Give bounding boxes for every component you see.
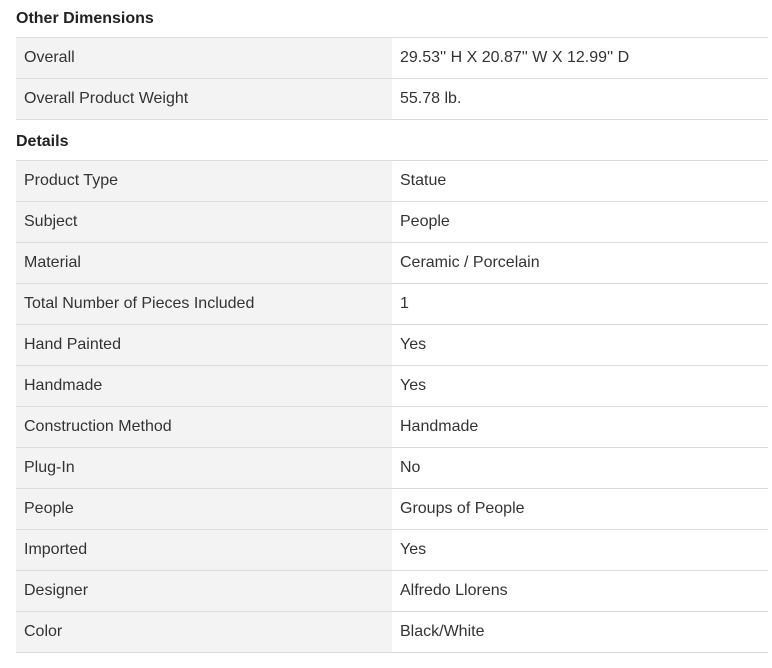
spec-value: Handmade: [400, 418, 479, 435]
spec-label: Construction Method: [16, 407, 392, 447]
spec-label: Overall: [16, 38, 392, 78]
spec-row: [16, 571, 768, 612]
spec-label: Product Type: [16, 161, 392, 201]
spec-label: People: [16, 489, 392, 529]
spec-row: [16, 243, 768, 284]
spec-row: [16, 530, 768, 571]
section-title-details: Details: [16, 120, 768, 161]
spec-value: Yes: [400, 377, 427, 394]
spec-row: [16, 407, 768, 448]
spec-row: [16, 79, 768, 120]
spec-value: No: [400, 459, 421, 476]
spec-label: Plug-In: [16, 448, 392, 488]
spec-table-details: [16, 161, 768, 653]
spec-value: Ceramic / Porcelain: [400, 254, 540, 271]
spec-row: [16, 325, 768, 366]
spec-value: Groups of People: [400, 500, 525, 517]
spec-row: [16, 366, 768, 407]
spec-value: Black/White: [400, 623, 485, 640]
spec-value: Statue: [400, 172, 447, 189]
spec-row: [16, 489, 768, 530]
spec-label: Total Number of Pieces Included: [16, 284, 392, 324]
spec-value: Alfredo Llorens: [400, 582, 508, 599]
spec-row: [16, 612, 768, 653]
spec-row: [16, 284, 768, 325]
spec-label: Material: [16, 243, 392, 283]
section-title-other-dimensions: Other Dimensions: [16, 0, 768, 38]
spec-value: 55.78 lb.: [400, 90, 462, 107]
spec-label: Overall Product Weight: [16, 79, 392, 119]
spec-label: Subject: [16, 202, 392, 242]
spec-label: Imported: [16, 530, 392, 570]
spec-row: [16, 161, 768, 202]
spec-row: [16, 38, 768, 79]
spec-label: Hand Painted: [16, 325, 392, 365]
spec-value: 29.53'' H X 20.87'' W X 12.99'' D: [400, 49, 630, 66]
spec-label: Color: [16, 612, 392, 652]
spec-label: Designer: [16, 571, 392, 611]
spec-value: People: [400, 213, 450, 230]
spec-label: Handmade: [16, 366, 392, 406]
spec-value: Yes: [400, 336, 427, 353]
spec-row: [16, 448, 768, 489]
spec-value: Yes: [400, 541, 427, 558]
product-specifications: [16, 0, 768, 653]
spec-table-other-dimensions: [16, 38, 768, 120]
spec-value: 1: [400, 295, 409, 312]
spec-row: [16, 202, 768, 243]
